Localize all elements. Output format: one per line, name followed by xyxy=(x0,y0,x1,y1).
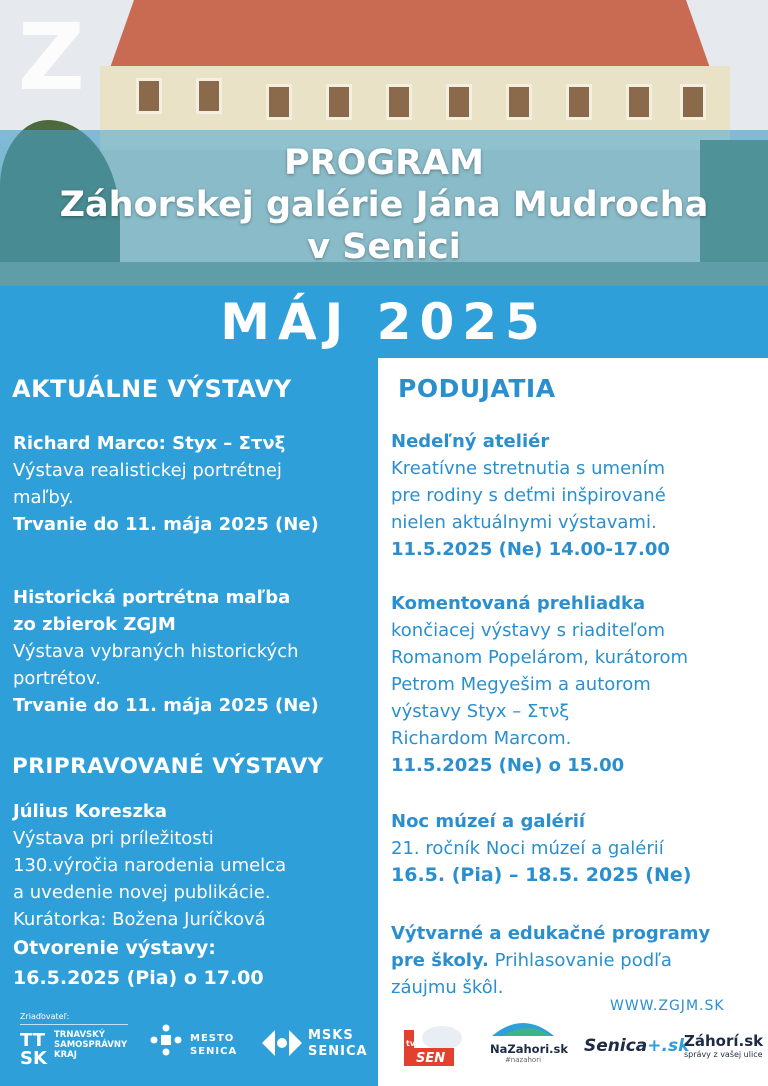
opening-label: Otvorenie výstavy: xyxy=(13,937,216,959)
window xyxy=(266,84,292,120)
msks-line: MSKS xyxy=(308,1028,354,1043)
events-heading: PODUJATIA xyxy=(398,374,556,403)
event-date: 11.5.2025 (Ne) 14.00-17.00 xyxy=(391,539,670,560)
exhibition-title-line: Historická portrétna maľba xyxy=(13,587,291,608)
nazahori-hills-icon xyxy=(490,1016,556,1038)
exhibition-desc-line: portrétov. xyxy=(13,668,102,689)
schools-title: Výtvarné a edukačné programy xyxy=(391,923,711,944)
window xyxy=(326,84,352,120)
title-line-3: v Senici xyxy=(307,227,461,267)
event-1 xyxy=(391,428,761,563)
event-2 xyxy=(391,590,761,779)
mesto-line: SENICA xyxy=(190,1046,238,1057)
event-title: Komentovaná prehliadka xyxy=(391,593,646,614)
upcoming-desc-line: 130.výročia narodenia umelca xyxy=(13,855,287,876)
exhibition-desc-line: Výstava realistickej portrétnej xyxy=(13,460,282,481)
tv-sen-logo xyxy=(402,1022,464,1070)
nazahori-text: NaZahori.sk xyxy=(490,1042,569,1056)
window xyxy=(386,84,412,120)
mesto-senica-icon xyxy=(150,1024,182,1056)
window xyxy=(136,78,162,114)
event-desc-line: Kreatívne stretnutia s umením xyxy=(391,458,666,479)
event-desc-line: Petrom Megyešim a autorom xyxy=(391,674,651,695)
schools-title-2: pre školy. xyxy=(391,950,489,971)
window xyxy=(566,84,592,120)
title-line-1: PROGRAM xyxy=(284,143,484,183)
event-desc-line: Romanom Popelárom, kurátorom xyxy=(391,647,689,668)
upcoming-desc-line: Kurátorka: Božena Juríčková xyxy=(13,909,266,930)
ttsk-mark-text: TT xyxy=(20,1030,45,1051)
exhibition-date: Trvanie do 11. mája 2025 (Ne) xyxy=(13,514,319,535)
website-link[interactable]: WWW.ZGJM.SK xyxy=(610,998,725,1014)
title-line-2: Záhorskej galérie Jána Mudrocha xyxy=(59,185,709,225)
event-title: Nedeľný ateliér xyxy=(391,431,550,452)
header-photo xyxy=(0,0,768,286)
window xyxy=(196,78,222,114)
founder-label: Zriaďovateľ: xyxy=(20,1012,70,1021)
upcoming-exhibition xyxy=(13,798,373,993)
event-3 xyxy=(391,808,761,889)
month-banner: MÁJ 2025 xyxy=(0,286,768,358)
zgjm-logo-letter: Z xyxy=(18,4,85,111)
upcoming-title: Július Koreszka xyxy=(13,801,168,822)
zgjm-logo xyxy=(18,4,118,111)
opening-date: 16.5.2025 (Pia) o 17.00 xyxy=(13,967,264,989)
event-title: Noc múzeí a galérií xyxy=(391,811,586,832)
senica-sk-text: +.sk xyxy=(647,1036,690,1056)
msks-logo-text xyxy=(308,1028,368,1060)
svg-text:SEN: SEN xyxy=(416,1051,446,1066)
event-date: 16.5. (Pia) – 18.5. 2025 (Ne) xyxy=(391,864,692,886)
senica-text: Senica xyxy=(584,1036,648,1056)
ttsk-mark-text: SK xyxy=(20,1048,47,1069)
schools-desc-line: záujmu škôl. xyxy=(391,977,504,998)
schools-program xyxy=(391,920,761,1001)
svg-text:tv: tv xyxy=(406,1039,416,1048)
events-column xyxy=(378,358,768,1086)
schools-desc: Prihlasovanie podľa xyxy=(488,950,672,971)
page-title xyxy=(0,142,768,268)
nazahori-logo xyxy=(490,1016,569,1066)
window xyxy=(626,84,652,120)
window xyxy=(446,84,472,120)
gallery-roof xyxy=(110,0,710,68)
msks-line: SENICA xyxy=(308,1044,368,1059)
event-desc-line: 21. ročník Noci múzeí a galérií xyxy=(391,838,664,859)
window xyxy=(506,84,532,120)
exhibition-title-line: zo zbierok ZGJM xyxy=(13,614,176,635)
divider xyxy=(20,1024,128,1025)
window xyxy=(680,84,706,120)
upcoming-desc-line: a uvedenie novej publikácie. xyxy=(13,882,271,903)
upcoming-desc-line: Výstava pri príležitosti xyxy=(13,828,214,849)
event-date: 11.5.2025 (Ne) o 15.00 xyxy=(391,755,625,776)
current-exhibitions-heading: AKTUÁLNE VÝSTAVY xyxy=(12,375,292,403)
nazahori-sub: #nazahori xyxy=(504,1056,542,1064)
event-desc-line: nielen aktuálnymi výstavami. xyxy=(391,512,657,533)
exhibition-title: Richard Marco: Styx – Στνξ xyxy=(13,433,286,454)
exhibition-desc-line: maľby. xyxy=(13,487,74,508)
upcoming-exhibitions-heading: PRIPRAVOVANÉ VÝSTAVY xyxy=(12,754,324,779)
senica-sk-logo xyxy=(584,1036,689,1056)
zahori-sk-logo xyxy=(684,1034,763,1062)
exhibition-date: Trvanie do 11. mája 2025 (Ne) xyxy=(13,695,319,716)
ttsk-line: KRAJ xyxy=(54,1050,77,1060)
zahori-sub: správy z vašej ulice xyxy=(684,1050,763,1059)
event-desc-line: končiacej výstavy s riaditeľom xyxy=(391,620,666,641)
exhibition-2 xyxy=(13,584,373,719)
ttsk-line: TRNAVSKÝ xyxy=(54,1030,105,1040)
ttsk-logo-text xyxy=(54,1030,127,1060)
mesto-line: MESTO xyxy=(190,1033,235,1044)
event-desc-line: pre rodiny s deťmi inšpirované xyxy=(391,485,666,506)
zahori-text: Záhorí.sk xyxy=(684,1032,764,1050)
event-desc-line: Richardom Marcom. xyxy=(391,728,572,749)
msks-icon xyxy=(262,1026,302,1060)
exhibition-desc-line: Výstava vybraných historických xyxy=(13,641,299,662)
ttsk-line: SAMOSPRÁVNY xyxy=(54,1040,128,1050)
exhibitions-column xyxy=(0,358,378,1086)
event-desc-line: výstavy Styx – Στνξ xyxy=(391,701,570,722)
ttsk-logo-mark xyxy=(20,1032,47,1068)
exhibition-1 xyxy=(13,430,373,538)
mesto-senica-logo-text xyxy=(190,1032,237,1058)
